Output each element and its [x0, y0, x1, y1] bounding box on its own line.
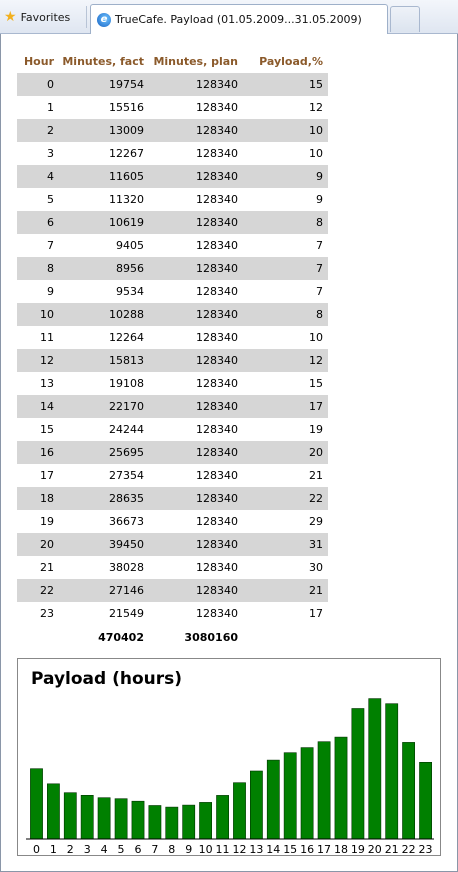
- x-tick-label: 2: [66, 843, 74, 856]
- x-tick-label: 14: [266, 843, 281, 856]
- toolbar-separator: [86, 6, 87, 28]
- cell-minutes-plan: 128340: [149, 395, 243, 418]
- cell-payload: 7: [316, 239, 323, 252]
- cell-hour: 5: [47, 193, 54, 206]
- bar-hour-20: [369, 699, 381, 839]
- cell-hour: 3: [47, 147, 54, 160]
- table-row: [17, 441, 328, 464]
- cell-payload: 12: [243, 349, 328, 372]
- cell-hour: 9: [47, 285, 54, 298]
- cell-hour: 7: [47, 239, 54, 252]
- cell-payload: 10: [309, 147, 323, 160]
- bar-hour-7: [149, 806, 161, 840]
- bar-hour-0: [30, 769, 42, 839]
- cell-minutes-fact: 19754: [59, 73, 149, 96]
- cell-minutes-plan: 128340: [149, 73, 243, 96]
- payload-table: [17, 50, 328, 649]
- x-tick-label: 1: [49, 843, 57, 856]
- x-tick-label: 13: [249, 843, 264, 856]
- favorites-label: Favorites: [20, 10, 71, 24]
- cell-minutes-fact: 9534: [116, 285, 144, 298]
- column-header-minutes-fact: Minutes, fact: [62, 55, 144, 68]
- cell-payload: 9: [243, 165, 328, 188]
- bar-hour-12: [233, 783, 245, 839]
- cell-payload: 7: [243, 257, 328, 280]
- bar-hour-10: [200, 802, 212, 839]
- cell-minutes-fact: 8956: [59, 257, 149, 280]
- cell-minutes-plan: 128340: [196, 193, 238, 206]
- chart-title: Payload (hours): [31, 669, 183, 689]
- cell-minutes-plan: 128340: [149, 257, 243, 280]
- x-tick-label: 17: [317, 843, 331, 856]
- cell-minutes-fact: 15813: [59, 349, 149, 372]
- new-tab-button[interactable]: [390, 6, 420, 32]
- cell-minutes-plan: 128340: [196, 561, 238, 574]
- cell-minutes-fact: 24244: [109, 423, 144, 436]
- x-tick-label: 3: [83, 843, 91, 856]
- table-row: [17, 464, 328, 487]
- cell-hour: 11: [40, 331, 54, 344]
- cell-minutes-plan: 128340: [196, 607, 238, 620]
- cell-minutes-plan: 128340: [196, 331, 238, 344]
- table-row: [17, 142, 328, 165]
- cell-payload: 7: [316, 285, 323, 298]
- table-row: [17, 579, 328, 602]
- bar-hour-8: [166, 807, 178, 839]
- bar-hour-11: [217, 795, 229, 839]
- bar-hour-18: [335, 737, 347, 839]
- table-row: [17, 487, 328, 510]
- cell-minutes-fact: 13009: [59, 119, 149, 142]
- cell-minutes-fact: 39450: [59, 533, 149, 556]
- cell-hour: 8: [17, 257, 59, 280]
- cell-payload: 31: [243, 533, 328, 556]
- x-tick-label: 22: [401, 843, 416, 856]
- active-browser-tab[interactable]: [90, 4, 388, 34]
- table-row: [17, 119, 328, 142]
- x-tick-label: 20: [367, 843, 382, 856]
- bar-hour-9: [183, 805, 195, 839]
- cell-hour: 4: [17, 165, 59, 188]
- x-tick-label: 8: [168, 843, 176, 856]
- x-tick-label: 23: [418, 843, 433, 856]
- x-tick-label: 6: [134, 843, 142, 856]
- cell-minutes-plan: 128340: [196, 285, 238, 298]
- table-row: [17, 188, 328, 211]
- cell-minutes-plan: 128340: [149, 303, 243, 326]
- cell-payload: 15: [309, 377, 323, 390]
- cell-payload: 22: [243, 487, 328, 510]
- cell-hour: 0: [17, 73, 59, 96]
- chart-canvas: [18, 659, 442, 857]
- cell-minutes-fact: 11320: [109, 193, 144, 206]
- cell-minutes-fact: 11605: [59, 165, 149, 188]
- cell-minutes-fact: 27146: [59, 579, 149, 602]
- cell-minutes-plan: 128340: [196, 423, 238, 436]
- bar-hour-3: [81, 795, 93, 839]
- bar-hour-5: [115, 799, 127, 839]
- bar-hour-23: [420, 762, 432, 839]
- cell-payload: 20: [243, 441, 328, 464]
- cell-hour: 19: [40, 515, 54, 528]
- cell-minutes-plan: 128340: [196, 147, 238, 160]
- cell-hour: 15: [40, 423, 54, 436]
- x-tick-label: 12: [232, 843, 247, 856]
- bar-hour-4: [98, 798, 110, 839]
- cell-hour: 20: [17, 533, 59, 556]
- table-row: [17, 257, 328, 280]
- cell-minutes-fact: 27354: [109, 469, 144, 482]
- cell-minutes-plan: 128340: [149, 487, 243, 510]
- table-header-row: [17, 50, 328, 73]
- cell-minutes-plan: 128340: [196, 239, 238, 252]
- browser-tab-bar: [0, 0, 458, 34]
- bar-hour-6: [132, 801, 144, 839]
- cell-hour: 14: [17, 395, 59, 418]
- internet-explorer-icon: e: [97, 13, 111, 27]
- cell-hour: 22: [17, 579, 59, 602]
- totals-row: [17, 625, 328, 649]
- x-tick-label: 0: [33, 843, 40, 856]
- table-row: [17, 326, 328, 349]
- bar-hour-22: [403, 742, 415, 839]
- bar-hour-2: [64, 793, 76, 839]
- table-row: [17, 533, 328, 556]
- cell-payload: 9: [316, 193, 323, 206]
- cell-payload: 15: [243, 73, 328, 96]
- favorites-button[interactable]: [4, 6, 70, 28]
- cell-hour: 2: [17, 119, 59, 142]
- table-row: [17, 303, 328, 326]
- cell-minutes-plan: 128340: [196, 377, 238, 390]
- cell-payload: 10: [309, 331, 323, 344]
- cell-minutes-plan: 128340: [149, 533, 243, 556]
- bar-hour-16: [301, 748, 313, 839]
- cell-minutes-fact: 15516: [109, 101, 144, 114]
- cell-minutes-plan: 128340: [149, 119, 243, 142]
- cell-payload: 8: [243, 211, 328, 234]
- bar-hour-15: [284, 753, 296, 839]
- column-header-hour: Hour: [23, 55, 54, 68]
- star-icon: ★: [4, 9, 17, 25]
- cell-minutes-plan: 128340: [149, 165, 243, 188]
- table-row: [17, 372, 328, 395]
- cell-payload: 19: [309, 423, 323, 436]
- table-row: [17, 165, 328, 188]
- cell-hour: 13: [40, 377, 54, 390]
- cell-hour: 21: [40, 561, 54, 574]
- x-tick-label: 21: [384, 843, 399, 856]
- cell-hour: 16: [17, 441, 59, 464]
- cell-total-minutes-plan: 3080160: [184, 630, 238, 644]
- x-tick-label: 11: [215, 843, 230, 856]
- x-tick-label: 4: [100, 843, 108, 856]
- cell-hour: 10: [17, 303, 59, 326]
- cell-minutes-plan: 128340: [196, 101, 238, 114]
- cell-hour: 1: [47, 101, 54, 114]
- table-row: [17, 395, 328, 418]
- cell-hour: 6: [17, 211, 59, 234]
- table-row: [17, 280, 328, 303]
- table-row: [17, 602, 328, 625]
- x-tick-label: 18: [334, 843, 348, 856]
- cell-minutes-fact: 10619: [59, 211, 149, 234]
- table-row: [17, 556, 328, 579]
- cell-minutes-fact: 36673: [109, 515, 144, 528]
- bar-hour-14: [267, 760, 279, 839]
- cell-minutes-fact: 25695: [59, 441, 149, 464]
- cell-total-payload: [243, 625, 328, 649]
- cell-minutes-plan: 128340: [149, 579, 243, 602]
- cell-minutes-fact: 28635: [59, 487, 149, 510]
- cell-total-minutes-fact: 470402: [98, 630, 144, 644]
- x-tick-label: 16: [300, 843, 315, 856]
- cell-hour: 12: [17, 349, 59, 372]
- cell-hour: 17: [40, 469, 54, 482]
- table-row: [17, 349, 328, 372]
- cell-minutes-fact: 21549: [109, 607, 144, 620]
- cell-minutes-fact: 38028: [109, 561, 144, 574]
- x-tick-label: 15: [283, 843, 298, 856]
- cell-payload: 21: [243, 579, 328, 602]
- cell-payload: 12: [309, 101, 323, 114]
- bar-hour-21: [386, 704, 398, 839]
- cell-minutes-fact: 22170: [59, 395, 149, 418]
- cell-minutes-fact: 12267: [109, 147, 144, 160]
- cell-payload: 30: [309, 561, 323, 574]
- cell-minutes-plan: 128340: [149, 349, 243, 372]
- cell-minutes-fact: 9405: [116, 239, 144, 252]
- table-row: [17, 73, 328, 96]
- column-header-payload: Payload,%: [259, 55, 323, 68]
- cell-payload: 21: [309, 469, 323, 482]
- cell-payload: 8: [243, 303, 328, 326]
- bar-hour-19: [352, 709, 364, 840]
- cell-minutes-plan: 128340: [196, 515, 238, 528]
- cell-minutes-plan: 128340: [196, 469, 238, 482]
- cell-minutes-fact: 10288: [59, 303, 149, 326]
- table-row: [17, 418, 328, 441]
- cell-hour: 23: [40, 607, 54, 620]
- cell-payload: 10: [243, 119, 328, 142]
- x-tick-label: 19: [350, 843, 365, 856]
- x-tick-label: 9: [185, 843, 193, 856]
- cell-payload: 29: [309, 515, 323, 528]
- cell-minutes-fact: 12264: [109, 331, 144, 344]
- payload-chart: [17, 658, 441, 856]
- table-row: [17, 96, 328, 119]
- bar-hour-17: [318, 742, 330, 839]
- x-tick-label: 7: [151, 843, 159, 856]
- bar-hour-1: [47, 784, 59, 839]
- page-content: [0, 34, 458, 872]
- cell-total-empty: [17, 625, 59, 649]
- table-row: [17, 234, 328, 257]
- cell-payload: 17: [243, 395, 328, 418]
- table-row: [17, 211, 328, 234]
- cell-minutes-plan: 128340: [149, 211, 243, 234]
- bar-hour-13: [250, 771, 262, 839]
- x-tick-label: 10: [198, 843, 213, 856]
- cell-payload: 17: [309, 607, 323, 620]
- x-tick-label: 5: [117, 843, 125, 856]
- table-row: [17, 510, 328, 533]
- tab-title: TrueCafe. Payload (01.05.2009...31.05.2009): [115, 13, 362, 26]
- cell-hour: 18: [17, 487, 59, 510]
- cell-minutes-plan: 128340: [149, 441, 243, 464]
- column-header-minutes-plan: Minutes, plan: [153, 55, 238, 68]
- cell-minutes-fact: 19108: [109, 377, 144, 390]
